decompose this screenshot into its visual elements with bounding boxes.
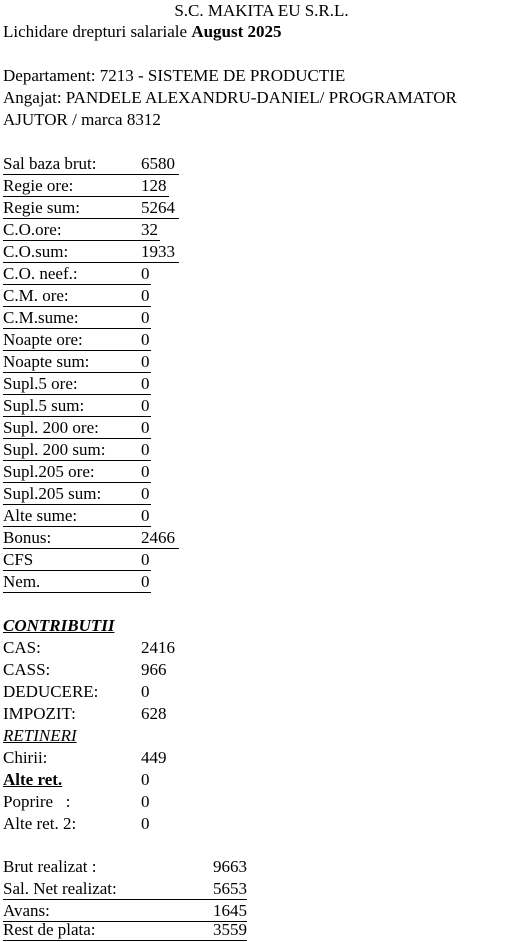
earnings-value: 5264 — [141, 198, 175, 217]
employee-line-2: AJUTOR / marca 8312 — [3, 110, 161, 129]
earnings-label: C.M.sume: — [3, 308, 79, 327]
earnings-row — [3, 484, 151, 505]
earnings-label: Nem. — [3, 572, 41, 591]
earnings-label: Supl. 200 ore: — [3, 418, 99, 437]
earnings-label: Noapte sum: — [3, 352, 90, 371]
earnings-value: 0 — [141, 440, 150, 459]
earnings-label: Alte sume: — [3, 506, 78, 525]
earnings-label: CFS — [3, 550, 34, 569]
earnings-value: 0 — [141, 352, 150, 371]
deduction-value: 0 — [141, 770, 150, 789]
deduction-value: 0 — [141, 792, 150, 811]
earnings-row — [3, 330, 151, 351]
earnings-value: 128 — [141, 176, 167, 195]
earnings-value: 1933 — [141, 242, 175, 261]
contributions-heading: CONTRIBUTII — [3, 616, 115, 635]
earnings-row — [3, 440, 151, 461]
earnings-value: 2466 — [141, 528, 175, 547]
earnings-label: C.O. neef.: — [3, 264, 78, 283]
contribution-row — [3, 704, 203, 724]
earnings-row — [3, 418, 151, 439]
deduction-label: Alte ret. 2: — [3, 814, 77, 833]
earnings-label: Sal baza brut: — [3, 154, 97, 173]
earnings-label: Supl.205 ore: — [3, 462, 95, 481]
earnings-row — [3, 242, 179, 263]
earnings-row — [3, 220, 160, 241]
total-value: 9663 — [213, 857, 247, 876]
earnings-label: Noapte ore: — [3, 330, 83, 349]
earnings-value: 0 — [141, 308, 150, 327]
earnings-label: C.M. ore: — [3, 286, 69, 305]
contribution-value: 966 — [141, 660, 167, 679]
contribution-value: 0 — [141, 682, 150, 701]
earnings-label: C.O.ore: — [3, 220, 62, 239]
earnings-value: 0 — [141, 572, 150, 591]
earnings-row — [3, 374, 151, 395]
contribution-label: CASS: — [3, 660, 51, 679]
contribution-row — [3, 682, 203, 702]
period: August 2025 — [191, 22, 282, 41]
total-row — [3, 901, 247, 922]
earnings-row — [3, 528, 179, 549]
department-line: Departament: 7213 - SISTEME DE PRODUCTIE — [3, 66, 346, 85]
earnings-label: Supl.205 sum: — [3, 484, 102, 503]
earnings-row — [3, 506, 151, 527]
title-prefix: Lichidare drepturi salariale — [3, 22, 188, 41]
earnings-row — [3, 352, 151, 373]
earnings-row — [3, 396, 151, 417]
total-label: Brut realizat : — [3, 857, 97, 876]
earnings-value: 0 — [141, 396, 150, 415]
earnings-value: 0 — [141, 418, 150, 437]
earnings-value: 6580 — [141, 154, 175, 173]
earnings-value: 0 — [141, 330, 150, 349]
earnings-value: 0 — [141, 550, 150, 569]
contribution-row — [3, 660, 203, 680]
total-label: Rest de plata: — [3, 920, 96, 939]
total-value: 1645 — [213, 901, 247, 920]
contribution-row — [3, 638, 203, 658]
deduction-row — [3, 792, 203, 812]
earnings-value: 0 — [141, 506, 150, 525]
earnings-label: Supl.5 ore: — [3, 374, 78, 393]
total-row — [3, 879, 247, 900]
earnings-label: C.O.sum: — [3, 242, 69, 261]
contribution-value: 628 — [141, 704, 167, 723]
earnings-row — [3, 550, 151, 571]
company-name: S.C. MAKITA EU S.R.L. — [174, 1, 349, 20]
contribution-value: 2416 — [141, 638, 175, 657]
earnings-label: Supl.5 sum: — [3, 396, 85, 415]
earnings-value: 0 — [141, 484, 150, 503]
earnings-label: Bonus: — [3, 528, 52, 547]
earnings-value: 32 — [141, 220, 158, 239]
total-row — [3, 857, 247, 877]
contribution-label: CAS: — [3, 638, 41, 657]
deductions-heading: RETINERI — [3, 726, 77, 745]
deduction-row — [3, 748, 203, 768]
deduction-value: 449 — [141, 748, 167, 767]
earnings-value: 0 — [141, 264, 150, 283]
deduction-label: Chirii: — [3, 748, 48, 767]
earnings-row — [3, 308, 151, 329]
total-value: 5653 — [213, 879, 247, 898]
deduction-row — [3, 814, 203, 834]
document-title — [3, 22, 282, 42]
contribution-label: DEDUCERE: — [3, 682, 99, 701]
earnings-label: Regie ore: — [3, 176, 74, 195]
earnings-label: Supl. 200 sum: — [3, 440, 106, 459]
earnings-row — [3, 264, 151, 285]
earnings-row — [3, 176, 169, 197]
earnings-label: Regie sum: — [3, 198, 80, 217]
earnings-row — [3, 198, 179, 219]
earnings-row — [3, 154, 179, 175]
earnings-value: 0 — [141, 374, 150, 393]
total-label: Sal. Net realizat: — [3, 879, 117, 898]
total-row — [3, 920, 247, 941]
employee-line: Angajat: PANDELE ALEXANDRU-DANIEL/ PROGRAMATOR — [3, 88, 457, 107]
deduction-value: 0 — [141, 814, 150, 833]
earnings-value: 0 — [141, 286, 150, 305]
total-value: 3559 — [213, 920, 247, 939]
deduction-label: Poprire : — [3, 792, 71, 811]
earnings-value: 0 — [141, 462, 150, 481]
total-label: Avans: — [3, 901, 50, 920]
earnings-row — [3, 462, 151, 483]
earnings-row — [3, 286, 151, 307]
earnings-row — [3, 572, 151, 593]
deduction-label: Alte ret. — [3, 770, 63, 789]
deduction-row — [3, 770, 203, 790]
contribution-label: IMPOZIT: — [3, 704, 76, 723]
